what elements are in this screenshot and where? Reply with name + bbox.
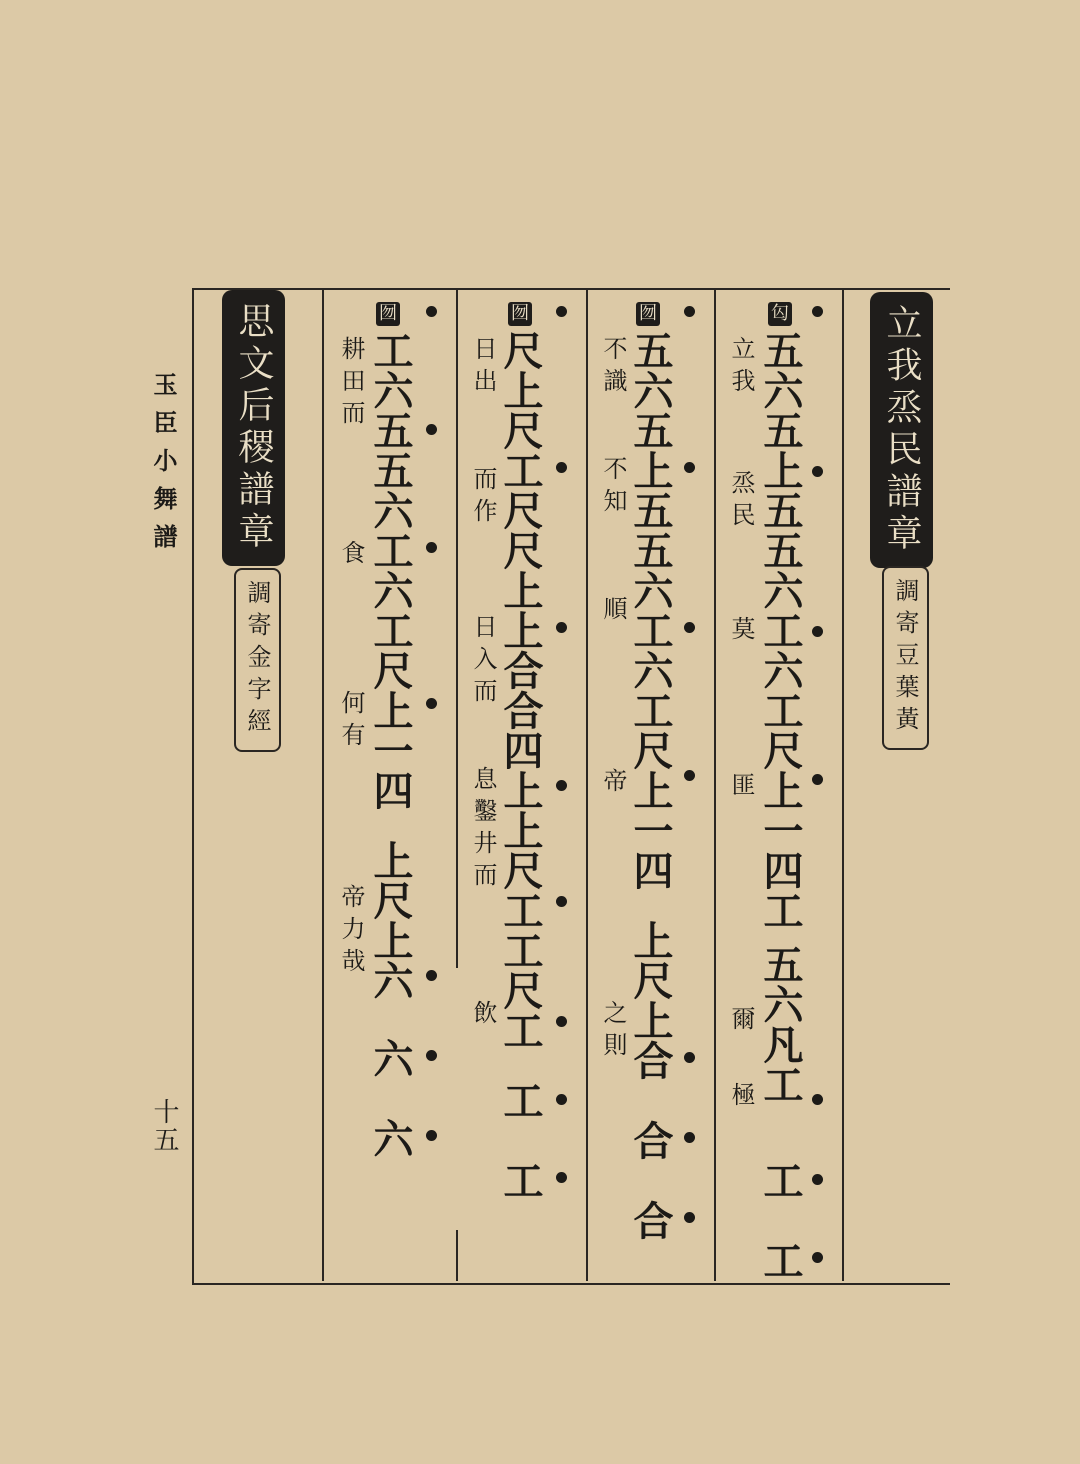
section-marker: 囫 (508, 302, 532, 326)
column-divider (714, 288, 716, 1281)
beat-dot (812, 1174, 823, 1185)
section-marker: 囫 (376, 302, 400, 326)
beat-dot (684, 770, 695, 781)
song2-title: 思文后稷譜章 (222, 290, 285, 566)
notation-column: 工 (757, 1240, 804, 1280)
beat-dot (684, 1212, 695, 1223)
column-divider (456, 1230, 458, 1281)
lyric: 立我 (727, 336, 755, 400)
beat-dot (556, 780, 567, 791)
notation-column: 工 (757, 1160, 804, 1200)
beat-dot (426, 542, 437, 553)
beat-dot (426, 306, 437, 317)
beat-dot (684, 306, 695, 317)
beat-dot (684, 1052, 695, 1063)
beat-dot (426, 970, 437, 981)
beat-dot (684, 462, 695, 473)
beat-dot (426, 1130, 437, 1141)
notation-column: 合 (627, 1200, 674, 1240)
notation-column: 工 (497, 1160, 544, 1200)
beat-dot (812, 466, 823, 477)
beat-dot (812, 1252, 823, 1263)
beat-dot (556, 622, 567, 633)
beat-dot (556, 462, 567, 473)
lyric: 帝力哉 (337, 884, 365, 980)
column-divider (456, 288, 458, 968)
notation-column: 工 (497, 1080, 544, 1120)
beat-dot (812, 774, 823, 785)
lyric: 極 (727, 1082, 755, 1114)
lyric: 帝 (599, 768, 627, 800)
section-marker: 囫 (636, 302, 660, 326)
beat-dot (556, 1172, 567, 1183)
beat-dot (426, 424, 437, 435)
notation-column: 工六五五六工六工尺上一四 (367, 330, 414, 810)
beat-dot (812, 306, 823, 317)
column-divider (842, 288, 844, 1281)
song1-title: 立我烝民譜章 (870, 292, 933, 568)
beat-dot (556, 896, 567, 907)
lyric: 日入而 (469, 614, 497, 710)
lyric: 烝民 (727, 470, 755, 534)
notation-column: 五六五上五五六工六工尺上一四工 (757, 330, 804, 930)
beat-dot (426, 698, 437, 709)
beat-dot (812, 626, 823, 637)
beat-dot (556, 1016, 567, 1027)
column-divider (586, 288, 588, 1281)
column-divider (322, 288, 324, 1281)
page-frame (192, 288, 950, 1285)
lyric: 不知 (599, 456, 627, 520)
lyric: 飲 (469, 1000, 497, 1032)
notation-column: 六 (367, 1038, 414, 1078)
notation-column: 尺上尺工尺尺上上合合四上上尺工工尺工 (497, 330, 544, 1050)
lyric: 之則 (599, 1000, 627, 1064)
song2-tune: 調寄金字經 (234, 568, 281, 752)
lyric: 不識 (599, 336, 627, 400)
lyric: 而作 (469, 466, 497, 530)
section-marker: 匃 (768, 302, 792, 326)
page-number: 十五 (149, 1098, 179, 1154)
beat-dot (556, 1094, 567, 1105)
beat-dot (812, 1094, 823, 1105)
notation-column: 上尺上六 (367, 840, 414, 1000)
lyric: 食 (337, 540, 365, 572)
lyric: 順 (599, 596, 627, 628)
lyric: 日出 (469, 336, 497, 400)
beat-dot (684, 622, 695, 633)
beat-dot (556, 306, 567, 317)
lyric: 耕田而 (337, 336, 365, 432)
lyric: 匪 (727, 772, 755, 804)
song1-tune: 調寄豆葉黃 (882, 566, 929, 750)
lyric: 息鑿井而 (469, 766, 497, 894)
lyric: 何有 (337, 690, 365, 754)
notation-column: 五六五上五五六工六工尺上一四 (627, 330, 674, 890)
running-title: 玉臣小舞譜 (149, 372, 178, 562)
notation-column: 五六凡工 (757, 944, 804, 1104)
lyric: 爾 (727, 1006, 755, 1038)
lyric: 莫 (727, 616, 755, 648)
notation-column: 六 (367, 1118, 414, 1158)
notation-column: 合 (627, 1120, 674, 1160)
notation-column: 上尺上合 (627, 920, 674, 1080)
beat-dot (684, 1132, 695, 1143)
beat-dot (426, 1050, 437, 1061)
